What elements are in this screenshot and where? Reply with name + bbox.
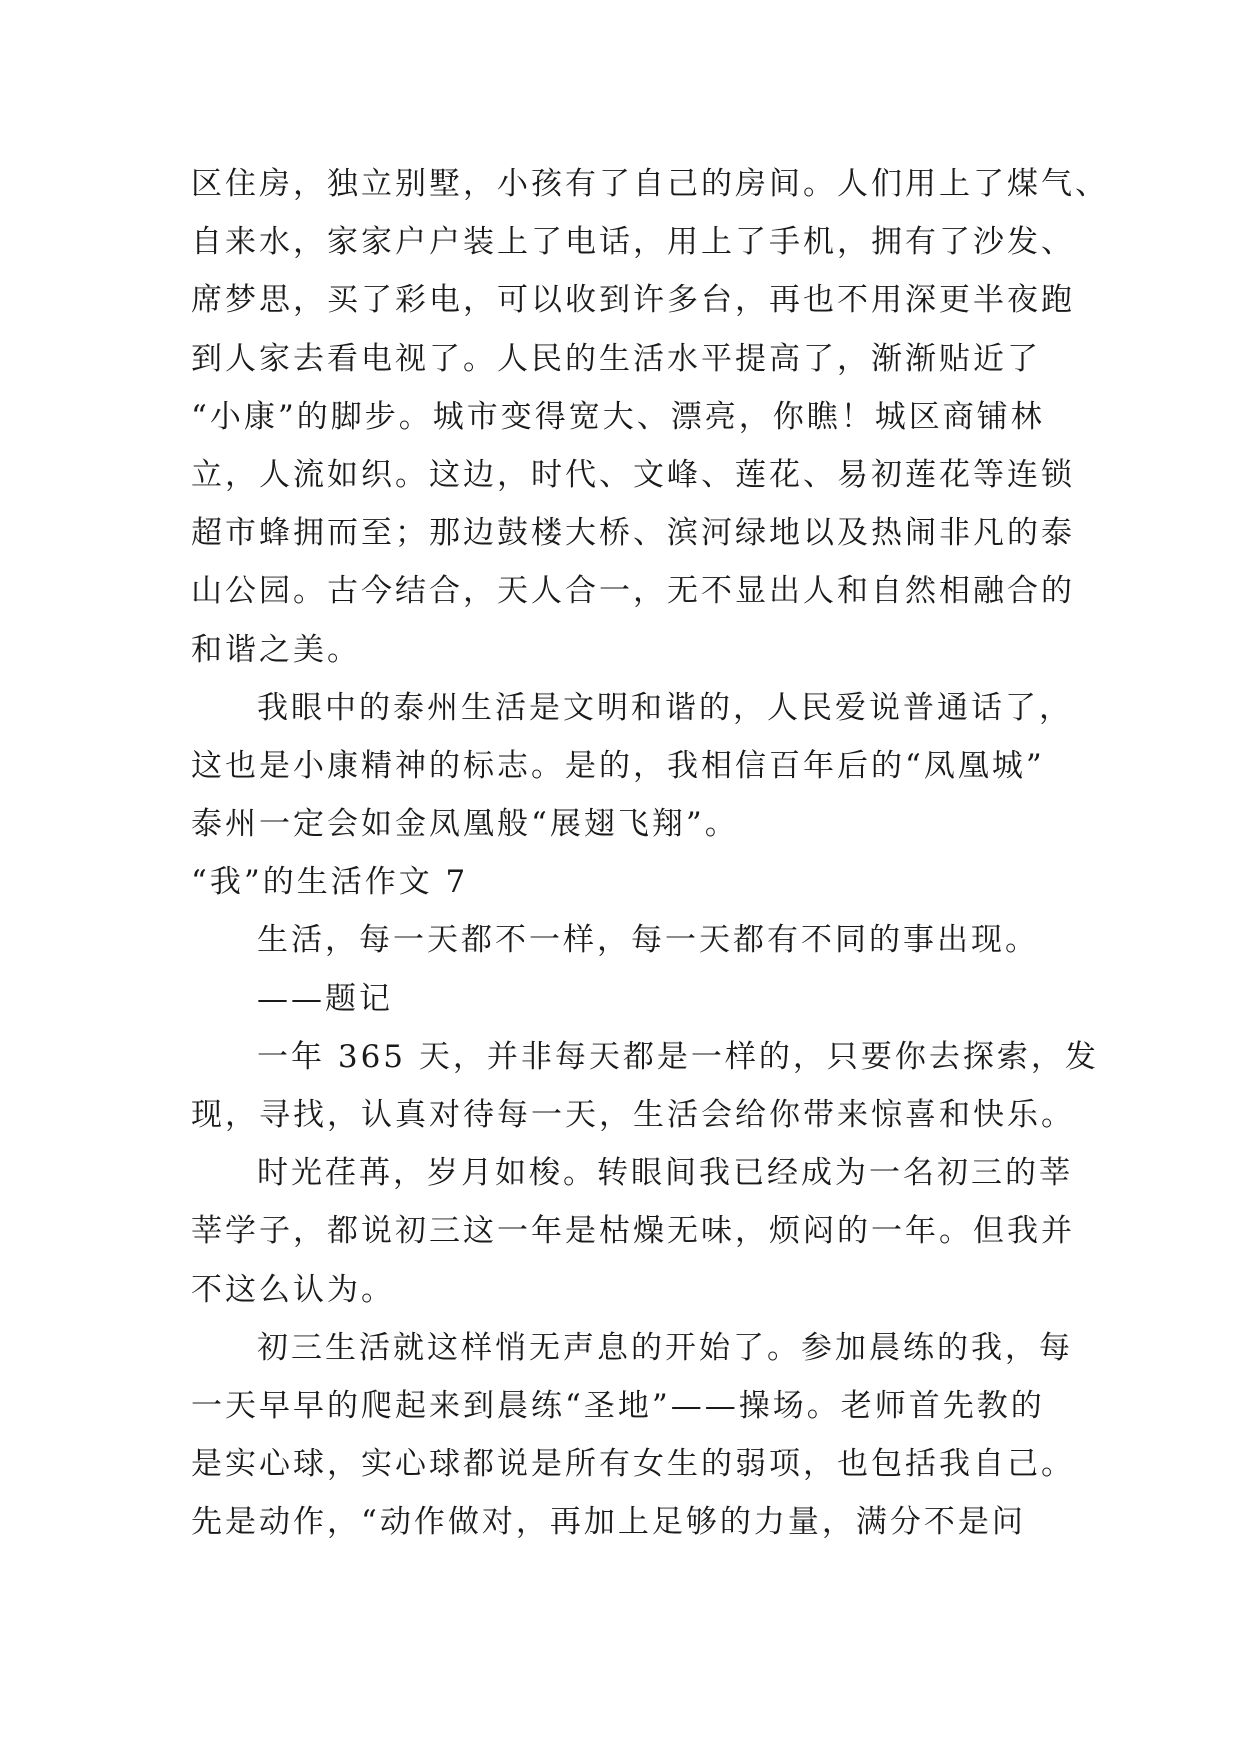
text-line: 席梦思，买了彩电，可以收到许多台，再也不用深更半夜跑 bbox=[191, 282, 1075, 319]
text-line: 先是动作，“动作做对，再加上足够的力量，满分不是问 bbox=[191, 1504, 1026, 1541]
paragraph-first-line: 一年 365 天，并非每天都是一样的，只要你去探索，发 bbox=[257, 1038, 1099, 1075]
text-line: 不这么认为。 bbox=[191, 1271, 395, 1308]
paragraph-first-line: 初三生活就这样悄无声息的开始了。参加晨练的我，每 bbox=[257, 1329, 1073, 1366]
text-line: 一天早早的爬起来到晨练“圣地”——操场。老师首先教的 bbox=[191, 1387, 1045, 1424]
document-body bbox=[191, 155, 1109, 1552]
text-line: 山公园。古今结合，天人合一，无不显出人和自然相融合的 bbox=[191, 573, 1075, 610]
text-line: 自来水，家家户户装上了电话，用上了手机，拥有了沙发、 bbox=[191, 224, 1075, 261]
text-line: 现，寻找，认真对待每一天，生活会给你带来惊喜和快乐。 bbox=[191, 1097, 1075, 1133]
text-line: 莘学子，都说初三这一年是枯燥无味，烦闷的一年。但我并 bbox=[191, 1213, 1075, 1250]
epigraph-attribution: ——题记 bbox=[257, 980, 393, 1017]
paragraph-first-line: 时光荏苒，岁月如梭。转眼间我已经成为一名初三的莘 bbox=[257, 1155, 1073, 1192]
text-line: 泰州一定会如金凤凰般“展翅飞翔”。 bbox=[191, 806, 739, 843]
text-line: 是实心球，实心球都说是所有女生的弱项，也包括我自己。 bbox=[191, 1446, 1075, 1483]
paragraph-first-line: 生活，每一天都不一样，每一天都有不同的事出现。 bbox=[257, 922, 1039, 959]
text-line: 和谐之美。 bbox=[191, 631, 361, 668]
text-line: 立，人流如织。这边，时代、文峰、莲花、易初莲花等连锁 bbox=[191, 456, 1075, 493]
text-line: 区住房，独立别墅，小孩有了自己的房间。人们用上了煤气、 bbox=[191, 166, 1109, 202]
text-line: 到人家去看电视了。人民的生活水平提高了，渐渐贴近了 bbox=[191, 340, 1041, 377]
paragraph-first-line: 我眼中的泰州生活是文明和谐的，人民爱说普通话了， bbox=[257, 689, 1073, 726]
text-line: “小康”的脚步。城市变得宽大、漂亮，你瞧！城区商铺林 bbox=[191, 398, 1045, 435]
text-line: 超市蜂拥而至；那边鼓楼大桥、滨河绿地以及热闹非凡的泰 bbox=[191, 515, 1075, 552]
section-heading: “我”的生活作文 7 bbox=[191, 864, 469, 901]
text-line: 这也是小康精神的标志。是的，我相信百年后的“凤凰城” bbox=[191, 747, 1045, 784]
